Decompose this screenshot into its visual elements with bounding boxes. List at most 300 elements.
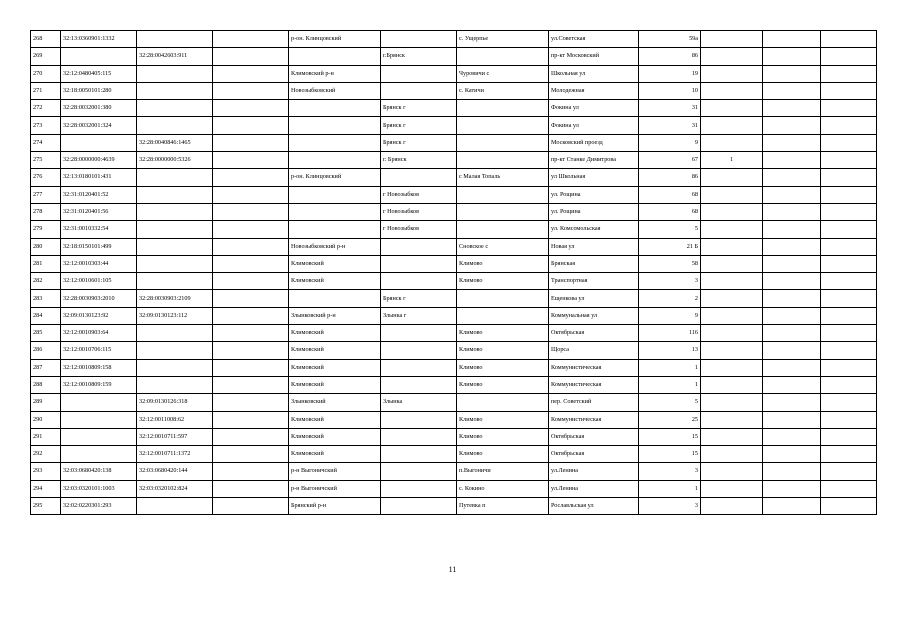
table-cell <box>763 152 821 169</box>
table-cell <box>381 376 457 393</box>
table-cell <box>381 359 457 376</box>
table-cell <box>457 100 549 117</box>
table-cell: г Новозыбков <box>381 203 457 220</box>
table-row <box>31 359 877 376</box>
table-cell <box>213 186 289 203</box>
table-row <box>31 65 877 82</box>
table-cell: 15 <box>639 428 701 445</box>
table-cell <box>61 446 137 463</box>
table-cell: ул Школьная <box>549 169 639 186</box>
table-cell: 32:12:0010711:597 <box>137 428 213 445</box>
table-cell: Новозыбковский <box>289 82 381 99</box>
table-cell <box>821 65 877 82</box>
table-cell <box>821 134 877 151</box>
table-cell <box>137 221 213 238</box>
table-cell: 32:03:0320101:1003 <box>61 480 137 497</box>
table-cell: 32:12:0010711:1372 <box>137 446 213 463</box>
table-cell: ул.Советская <box>549 31 639 48</box>
table-cell <box>701 82 763 99</box>
table-cell: Брянск г <box>381 117 457 134</box>
table-cell <box>381 273 457 290</box>
table-cell <box>213 255 289 272</box>
table-cell <box>701 169 763 186</box>
table-cell <box>137 186 213 203</box>
table-row <box>31 238 877 255</box>
table-cell: Злынковский р-н <box>289 307 381 324</box>
table-cell: Климово <box>457 325 549 342</box>
table-cell <box>763 307 821 324</box>
table-cell: г. Брянск <box>381 152 457 169</box>
table-cell: 286 <box>31 342 61 359</box>
table-cell: Климово <box>457 273 549 290</box>
table-cell <box>763 463 821 480</box>
table-cell: с. Кокино <box>457 480 549 497</box>
table-row <box>31 152 877 169</box>
table-row <box>31 394 877 411</box>
table-cell <box>213 31 289 48</box>
table-cell: 32:13:0180101:431 <box>61 169 137 186</box>
table-cell <box>701 238 763 255</box>
table-row <box>31 134 877 151</box>
table-cell <box>701 31 763 48</box>
table-cell <box>213 65 289 82</box>
table-cell <box>821 100 877 117</box>
table-cell: 282 <box>31 273 61 290</box>
table-cell <box>821 394 877 411</box>
table-cell: Фокина ул <box>549 100 639 117</box>
table-cell: 32:31:0120401:52 <box>61 186 137 203</box>
table-cell: 32:12:0011008:62 <box>137 411 213 428</box>
table-cell <box>701 221 763 238</box>
table-cell: 68 <box>639 186 701 203</box>
table-cell <box>457 117 549 134</box>
table-cell: Климовский <box>289 428 381 445</box>
table-cell: г.Брянск <box>381 48 457 65</box>
table-cell: 295 <box>31 498 61 515</box>
table-cell <box>213 100 289 117</box>
table-cell <box>289 221 381 238</box>
table-cell: 269 <box>31 48 61 65</box>
table-cell <box>763 117 821 134</box>
table-cell <box>701 186 763 203</box>
table-row <box>31 446 877 463</box>
table-cell <box>821 498 877 515</box>
table-row <box>31 203 877 220</box>
table-cell: 32:28:0030903:2109 <box>137 290 213 307</box>
table-cell: Путевка п <box>457 498 549 515</box>
table-cell <box>821 221 877 238</box>
table-cell <box>381 169 457 186</box>
table-cell <box>821 290 877 307</box>
table-cell <box>701 428 763 445</box>
table-cell: Климовский <box>289 411 381 428</box>
table-cell <box>213 342 289 359</box>
table-cell: 1 <box>639 376 701 393</box>
table-cell <box>137 82 213 99</box>
table-cell: 32:03:0320102:824 <box>137 480 213 497</box>
table-cell: 285 <box>31 325 61 342</box>
table-cell <box>137 169 213 186</box>
table-cell <box>701 359 763 376</box>
table-cell <box>137 359 213 376</box>
table-row <box>31 325 877 342</box>
table-cell <box>213 498 289 515</box>
table-cell: 289 <box>31 394 61 411</box>
table-cell <box>213 134 289 151</box>
table-cell: Климово <box>457 342 549 359</box>
table-cell: г Новозыбков <box>381 186 457 203</box>
table-cell: 3 <box>639 273 701 290</box>
page-number: 11 <box>448 565 457 574</box>
table-cell <box>381 255 457 272</box>
table-cell: 9 <box>639 307 701 324</box>
table-cell: Школьная ул <box>549 65 639 82</box>
table-cell: Коммунистическая <box>549 376 639 393</box>
table-cell <box>821 325 877 342</box>
table-cell: 294 <box>31 480 61 497</box>
table-cell: 293 <box>31 463 61 480</box>
table-cell <box>763 480 821 497</box>
table-cell <box>821 82 877 99</box>
table-cell: Коммунистическая <box>549 411 639 428</box>
table-row <box>31 273 877 290</box>
table-cell <box>213 290 289 307</box>
table-cell <box>701 446 763 463</box>
table-row <box>31 498 877 515</box>
table-body <box>31 31 877 515</box>
table-cell <box>701 48 763 65</box>
table-cell <box>763 394 821 411</box>
table-cell <box>381 325 457 342</box>
table-cell: Фокина ул <box>549 117 639 134</box>
table-cell <box>701 498 763 515</box>
table-cell <box>381 463 457 480</box>
table-cell: Климово <box>457 376 549 393</box>
table-cell <box>763 48 821 65</box>
table-cell: Щорса <box>549 342 639 359</box>
table-cell: Чуровичи с <box>457 65 549 82</box>
table-cell <box>213 221 289 238</box>
table-cell: Рославльская ул <box>549 498 639 515</box>
table-cell: 32:03:0680420:138 <box>61 463 137 480</box>
table-row <box>31 376 877 393</box>
table-cell: 291 <box>31 428 61 445</box>
table-cell <box>821 463 877 480</box>
table-cell <box>821 169 877 186</box>
table-cell: 273 <box>31 117 61 134</box>
table-cell: 275 <box>31 152 61 169</box>
table-cell: Новая ул <box>549 238 639 255</box>
table-cell <box>821 203 877 220</box>
table-cell: 287 <box>31 359 61 376</box>
table-cell: Климово <box>457 428 549 445</box>
table-row <box>31 186 877 203</box>
table-cell: 32:28:0030903:2010 <box>61 290 137 307</box>
table-cell: Злынка г <box>381 307 457 324</box>
table-cell: р-он. Клинцовский <box>289 169 381 186</box>
table-cell <box>137 342 213 359</box>
table-cell: с Малая Топаль <box>457 169 549 186</box>
table-cell: Ещенкова ул <box>549 290 639 307</box>
table-cell <box>701 273 763 290</box>
table-cell: 32:31:0120401:56 <box>61 203 137 220</box>
table-cell: Брянск г <box>381 134 457 151</box>
table-cell: Климовский <box>289 273 381 290</box>
table-cell: 32:12:0480405:115 <box>61 65 137 82</box>
table-cell <box>381 498 457 515</box>
table-cell <box>289 290 381 307</box>
table-cell <box>763 100 821 117</box>
table-cell: Брянская <box>549 255 639 272</box>
table-cell: ул. Комсомольская <box>549 221 639 238</box>
table-cell <box>289 186 381 203</box>
table-row <box>31 117 877 134</box>
table-cell: 2 <box>639 290 701 307</box>
table-cell <box>137 203 213 220</box>
table-cell: 276 <box>31 169 61 186</box>
table-cell <box>763 82 821 99</box>
table-cell <box>381 480 457 497</box>
table-cell: 5 <box>639 394 701 411</box>
table-cell: 268 <box>31 31 61 48</box>
table-cell <box>61 411 137 428</box>
table-cell: 32:12:0010303:44 <box>61 255 137 272</box>
table-cell: 13 <box>639 342 701 359</box>
table-cell <box>137 498 213 515</box>
table-cell <box>213 169 289 186</box>
table-cell: Климовский р-н <box>289 65 381 82</box>
table-cell: 32:13:0360901:1332 <box>61 31 137 48</box>
table-cell <box>701 325 763 342</box>
table-cell <box>701 203 763 220</box>
table-cell: ул.Ленина <box>549 463 639 480</box>
table-cell: Коммунальная ул <box>549 307 639 324</box>
table-cell: Злынковский <box>289 394 381 411</box>
table-cell <box>457 134 549 151</box>
table-cell: р-н Выгоничский <box>289 463 381 480</box>
table-row <box>31 255 877 272</box>
table-cell <box>213 376 289 393</box>
table-cell: 67 <box>639 152 701 169</box>
table-cell <box>701 117 763 134</box>
table-cell: 1 <box>639 480 701 497</box>
table-cell: 32:12:0010809:158 <box>61 359 137 376</box>
table-cell: 10 <box>639 82 701 99</box>
table-cell <box>701 480 763 497</box>
table-cell: Климово <box>457 446 549 463</box>
table-cell <box>213 48 289 65</box>
table-cell <box>821 376 877 393</box>
table-cell <box>61 428 137 445</box>
table-cell <box>763 31 821 48</box>
table-cell: 32:28:0040846:1465 <box>137 134 213 151</box>
table-cell <box>381 342 457 359</box>
table-cell <box>821 411 877 428</box>
table-cell: 1 <box>639 359 701 376</box>
table-cell: 290 <box>31 411 61 428</box>
table-cell <box>381 31 457 48</box>
table-cell: 32:28:0000000:4639 <box>61 152 137 169</box>
table-row <box>31 82 877 99</box>
table-cell <box>381 428 457 445</box>
table-cell: 32:09:0130123:112 <box>137 307 213 324</box>
table-cell <box>381 82 457 99</box>
table-cell: 32:18:0150101:499 <box>61 238 137 255</box>
table-cell <box>289 152 381 169</box>
table-cell <box>213 325 289 342</box>
table-row <box>31 100 877 117</box>
table-cell: 32:12:0010601:105 <box>61 273 137 290</box>
table-cell: 32:12:0010903:64 <box>61 325 137 342</box>
table-cell: Брянский р-н <box>289 498 381 515</box>
table-cell: 32:18:0050101:280 <box>61 82 137 99</box>
table-cell <box>763 342 821 359</box>
table-row <box>31 307 877 324</box>
table-cell: 32:31:0010332:54 <box>61 221 137 238</box>
table-cell: 58 <box>639 255 701 272</box>
table-cell: 278 <box>31 203 61 220</box>
table-cell: Новозыбковский р-н <box>289 238 381 255</box>
table-cell <box>821 359 877 376</box>
table-cell: Климовский <box>289 255 381 272</box>
table-cell <box>137 100 213 117</box>
table-cell <box>701 411 763 428</box>
table-cell <box>763 325 821 342</box>
table-cell <box>821 480 877 497</box>
table-cell: 86 <box>639 48 701 65</box>
table-cell <box>137 238 213 255</box>
table-cell: 32:28:0032001:324 <box>61 117 137 134</box>
table-cell <box>821 186 877 203</box>
table-row <box>31 411 877 428</box>
table-cell: Октябрьская <box>549 428 639 445</box>
table-cell <box>381 238 457 255</box>
table-cell: 25 <box>639 411 701 428</box>
table-cell <box>763 359 821 376</box>
table-cell <box>821 342 877 359</box>
table-cell <box>763 169 821 186</box>
table-cell <box>381 65 457 82</box>
table-cell <box>137 31 213 48</box>
table-cell <box>213 307 289 324</box>
table-cell <box>289 134 381 151</box>
table-cell <box>821 446 877 463</box>
table-cell <box>701 342 763 359</box>
table-cell <box>137 255 213 272</box>
table-cell <box>137 325 213 342</box>
table-cell: 283 <box>31 290 61 307</box>
table-cell: Климовский <box>289 325 381 342</box>
table-cell <box>763 376 821 393</box>
table-row <box>31 48 877 65</box>
table-cell <box>763 498 821 515</box>
table-cell <box>457 221 549 238</box>
table-cell <box>213 428 289 445</box>
table-cell <box>457 186 549 203</box>
table-cell <box>137 65 213 82</box>
table-row <box>31 290 877 307</box>
table-cell: с. Ущерпье <box>457 31 549 48</box>
table-cell: 9 <box>639 134 701 151</box>
table-cell <box>213 82 289 99</box>
table-cell: 32:28:0000000:5326 <box>137 152 213 169</box>
table-cell <box>821 255 877 272</box>
table-cell <box>701 100 763 117</box>
table-cell: Климово <box>457 359 549 376</box>
table-cell <box>821 31 877 48</box>
table-cell <box>701 255 763 272</box>
table-cell: р-он. Клинцовский <box>289 31 381 48</box>
table-cell: 292 <box>31 446 61 463</box>
table-cell <box>381 411 457 428</box>
table-cell <box>213 359 289 376</box>
table-cell: Коммунистическая <box>549 359 639 376</box>
table-cell: 32:09:0130126:318 <box>137 394 213 411</box>
table-cell: 15 <box>639 446 701 463</box>
table-cell: 1 <box>701 152 763 169</box>
table-row <box>31 342 877 359</box>
table-cell <box>763 290 821 307</box>
table-cell: 32:12:0010809:159 <box>61 376 137 393</box>
table-cell <box>763 203 821 220</box>
property-table <box>30 30 877 515</box>
table-cell <box>701 134 763 151</box>
table-cell: 32:09:0130123:92 <box>61 307 137 324</box>
table-cell <box>289 48 381 65</box>
table-cell: 68 <box>639 203 701 220</box>
table-cell <box>457 290 549 307</box>
table-cell <box>763 134 821 151</box>
table-cell <box>457 48 549 65</box>
table-cell <box>701 307 763 324</box>
table-cell <box>213 117 289 134</box>
table-cell: 279 <box>31 221 61 238</box>
table-cell: Климово <box>457 255 549 272</box>
table-cell: Климовский <box>289 359 381 376</box>
table-cell: Брянск г <box>381 100 457 117</box>
table-cell <box>763 255 821 272</box>
table-cell <box>763 411 821 428</box>
table-row <box>31 221 877 238</box>
table-cell: с. Катичи <box>457 82 549 99</box>
table-cell: р-н Выгоничский <box>289 480 381 497</box>
table-cell <box>763 446 821 463</box>
table-cell: ул. Рощина <box>549 186 639 203</box>
table-cell <box>763 65 821 82</box>
table-cell <box>289 100 381 117</box>
table-cell: 31 <box>639 100 701 117</box>
table-cell <box>821 238 877 255</box>
table-cell: пер. Советский <box>549 394 639 411</box>
table-cell <box>381 446 457 463</box>
table-cell <box>701 463 763 480</box>
table-cell: Злынка <box>381 394 457 411</box>
table-cell: пр-кт Московский <box>549 48 639 65</box>
table-cell: Климовский <box>289 446 381 463</box>
table-cell: Сновское с <box>457 238 549 255</box>
table-cell <box>821 152 877 169</box>
table-cell: Брянск г <box>381 290 457 307</box>
table-cell <box>213 446 289 463</box>
table-cell <box>763 273 821 290</box>
table-cell <box>457 152 549 169</box>
table-cell <box>701 65 763 82</box>
table-cell: 274 <box>31 134 61 151</box>
table-cell: 19 <box>639 65 701 82</box>
table-cell: 116 <box>639 325 701 342</box>
table-cell: Климовский <box>289 376 381 393</box>
table-cell <box>821 117 877 134</box>
